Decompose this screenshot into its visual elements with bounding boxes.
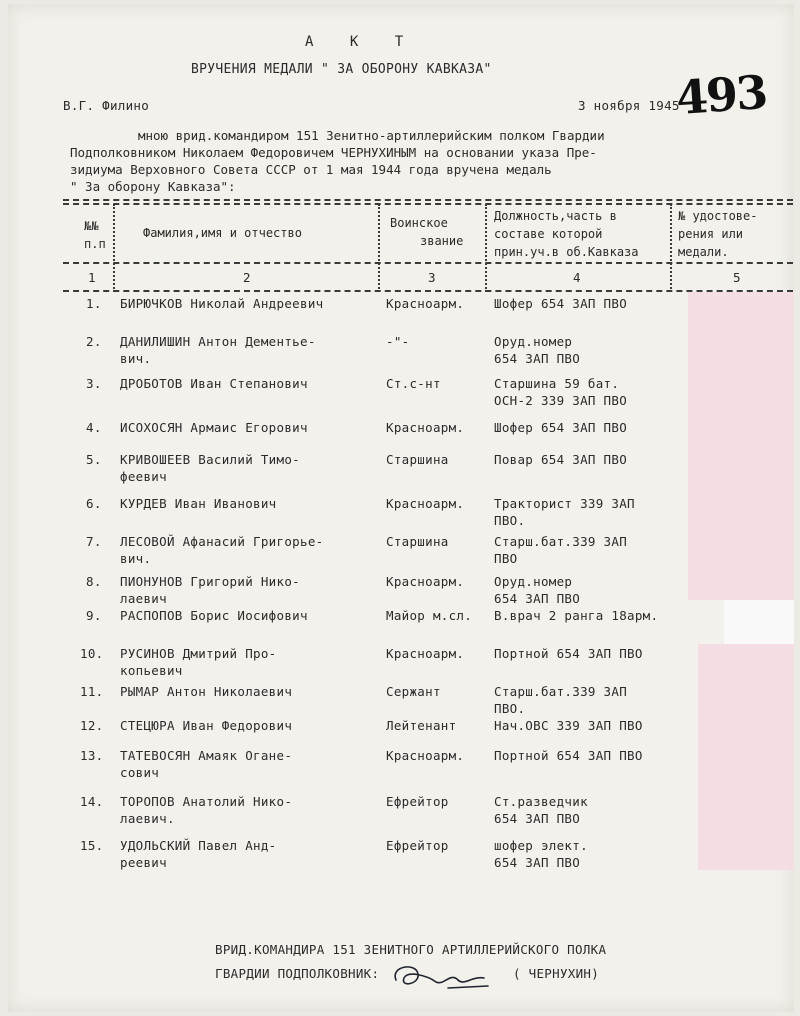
position-unit: Портной 654 ЗАП ПВО	[494, 646, 643, 661]
person-name: УДОЛЬСКИЙ Павел Анд-	[120, 838, 277, 853]
military-rank: Красноарм.	[386, 420, 465, 435]
person-name: лаевич.	[120, 811, 175, 826]
military-rank: Красноарм.	[386, 296, 465, 311]
header-rank: Воинское звание	[390, 216, 464, 248]
position-unit: Нач.ОВС 339 ЗАП ПВО	[494, 718, 643, 733]
column-number: 4	[573, 270, 581, 285]
redaction-block	[698, 644, 794, 870]
row-number: 6.	[86, 496, 102, 511]
intro-line: " За оборону Кавказа":	[70, 179, 236, 194]
person-name: КУРДЕВ Иван Иванович	[120, 496, 277, 511]
header-position: Должность,часть в составе которой прин.уч.в об.Кавказа	[494, 209, 639, 259]
position-unit: Старш.бат.339 ЗАП	[494, 684, 628, 699]
redaction-block	[724, 600, 794, 644]
military-rank: Ст.с-нт	[386, 376, 441, 391]
person-name: РУСИНОВ Дмитрий Про-	[120, 646, 277, 661]
person-name: РАСПОПОВ Борис Иосифович	[120, 608, 308, 623]
row-number: 13.	[80, 748, 104, 763]
position-unit: 654 ЗАП ПВО	[494, 811, 581, 826]
row-number: 11.	[80, 684, 104, 699]
person-name: сович	[120, 765, 160, 780]
position-unit: Оруд.номер	[494, 574, 573, 589]
person-name: копьевич	[120, 663, 183, 678]
row-number: 12.	[80, 718, 104, 733]
column-number: 1	[88, 270, 96, 285]
military-rank: Ефрейтор	[386, 794, 449, 809]
position-unit: Старшина 59 бат.	[494, 376, 620, 391]
column-divider	[113, 204, 115, 292]
divider	[63, 262, 793, 264]
document-subtitle: ВРУЧЕНИЯ МЕДАЛИ " ЗА ОБОРОНУ КАВКАЗА"	[191, 62, 492, 77]
intro-line: мною врид.командиром 151 Зенитно-артиллерийским полком Гвардии	[138, 128, 605, 143]
row-number: 8.	[86, 574, 102, 589]
position-unit: Повар 654 ЗАП ПВО	[494, 452, 628, 467]
intro-line: зидиума Верховного Совета СССР от 1 мая 1944 года вручена медаль	[70, 162, 552, 177]
military-rank: Красноарм.	[386, 496, 465, 511]
military-rank: Старшина	[386, 452, 449, 467]
position-unit: Шофер 654 ЗАП ПВО	[494, 420, 628, 435]
military-rank: Красноарм.	[386, 748, 465, 763]
row-number: 9.	[86, 608, 102, 623]
row-number: 14.	[80, 794, 104, 809]
person-name: вич.	[120, 551, 152, 566]
column-divider	[670, 204, 672, 292]
handwritten-signature	[388, 958, 498, 998]
person-name: ДАНИЛИШИН Антон Дементье-	[120, 334, 316, 349]
person-name: СТЕЦЮРА Иван Федорович	[120, 718, 293, 733]
signature-name: ( ЧЕРНУХИН)	[513, 966, 600, 981]
military-rank: -"-	[386, 334, 410, 349]
person-name: ЛЕСОВОЙ Афанасий Григорье-	[120, 534, 324, 549]
person-name: вич.	[120, 351, 152, 366]
divider	[63, 203, 793, 205]
document-page	[8, 4, 794, 1012]
position-unit: ОСН-2 339 ЗАП ПВО	[494, 393, 628, 408]
person-name: РЫМАР Антон Николаевич	[120, 684, 293, 699]
row-number: 3.	[86, 376, 102, 391]
person-name: БИРЮЧКОВ Николай Андреевич	[120, 296, 324, 311]
row-number: 1.	[86, 296, 102, 311]
military-rank: Старшина	[386, 534, 449, 549]
military-rank: Сержант	[386, 684, 441, 699]
row-number: 15.	[80, 838, 104, 853]
handwritten-number: 493	[674, 64, 768, 126]
row-number: 7.	[86, 534, 102, 549]
position-unit: Портной 654 ЗАП ПВО	[494, 748, 643, 763]
position-unit: Шофер 654 ЗАП ПВО	[494, 296, 628, 311]
header-name: Фамилия,имя и отчество	[143, 226, 302, 240]
header-certificate: № удостове- рения или медали.	[678, 209, 758, 259]
position-unit: Тракторист 339 ЗАП	[494, 496, 635, 511]
person-name: ПИОНУНОВ Григорий Нико-	[120, 574, 300, 589]
position-unit: Старш.бат.339 ЗАП	[494, 534, 628, 549]
redaction-block	[688, 292, 794, 600]
position-unit: ПВО.	[494, 513, 526, 528]
column-divider	[485, 204, 487, 292]
row-number: 2.	[86, 334, 102, 349]
signature-rank: ГВАРДИИ ПОДПОЛКОВНИК:	[215, 966, 380, 981]
military-rank: Майор м.сл.	[386, 608, 473, 623]
position-unit: В.врач 2 ранга 18арм.	[494, 608, 659, 623]
divider	[63, 199, 793, 201]
place: В.Г. Филино	[63, 98, 150, 113]
military-rank: Ефрейтор	[386, 838, 449, 853]
row-number: 4.	[86, 420, 102, 435]
person-name: феевич	[120, 469, 167, 484]
person-name: КРИВОШЕЕВ Василий Тимо-	[120, 452, 300, 467]
header-num: №№ п.п	[84, 219, 106, 251]
position-unit: 654 ЗАП ПВО	[494, 855, 581, 870]
document-title: А К Т	[305, 34, 418, 50]
military-rank: Лейтенант	[386, 718, 457, 733]
position-unit: шофер элект.	[494, 838, 588, 853]
position-unit: ПВО	[494, 551, 518, 566]
row-number: 5.	[86, 452, 102, 467]
column-number: 3	[428, 270, 436, 285]
signature-line: ВРИД.КОМАНДИРА 151 ЗЕНИТНОГО АРТИЛЛЕРИЙСКОГО ПОЛКА	[215, 942, 607, 957]
position-unit: Оруд.номер	[494, 334, 573, 349]
military-rank: Красноарм.	[386, 646, 465, 661]
row-number: 10.	[80, 646, 104, 661]
position-unit: Ст.разведчик	[494, 794, 588, 809]
person-name: ДРОБОТОВ Иван Степанович	[120, 376, 308, 391]
person-name: лаевич	[120, 591, 167, 606]
person-name: ТАТЕВОСЯН Амаяк Огане-	[120, 748, 293, 763]
column-number: 2	[243, 270, 251, 285]
position-unit: 654 ЗАП ПВО	[494, 351, 581, 366]
person-name: реевич	[120, 855, 167, 870]
column-number: 5	[733, 270, 741, 285]
person-name: ИСОХОСЯН Армаис Егорович	[120, 420, 308, 435]
position-unit: 654 ЗАП ПВО	[494, 591, 581, 606]
divider	[63, 290, 793, 292]
intro-line: Подполковником Николаем Федоровичем ЧЕРНУХИНЫМ на основании указа Пре-	[70, 145, 597, 160]
document-date: 3 ноября 1945	[578, 98, 680, 113]
position-unit: ПВО.	[494, 701, 526, 716]
column-divider	[378, 204, 380, 292]
person-name: ТОРОПОВ Анатолий Нико-	[120, 794, 293, 809]
military-rank: Красноарм.	[386, 574, 465, 589]
